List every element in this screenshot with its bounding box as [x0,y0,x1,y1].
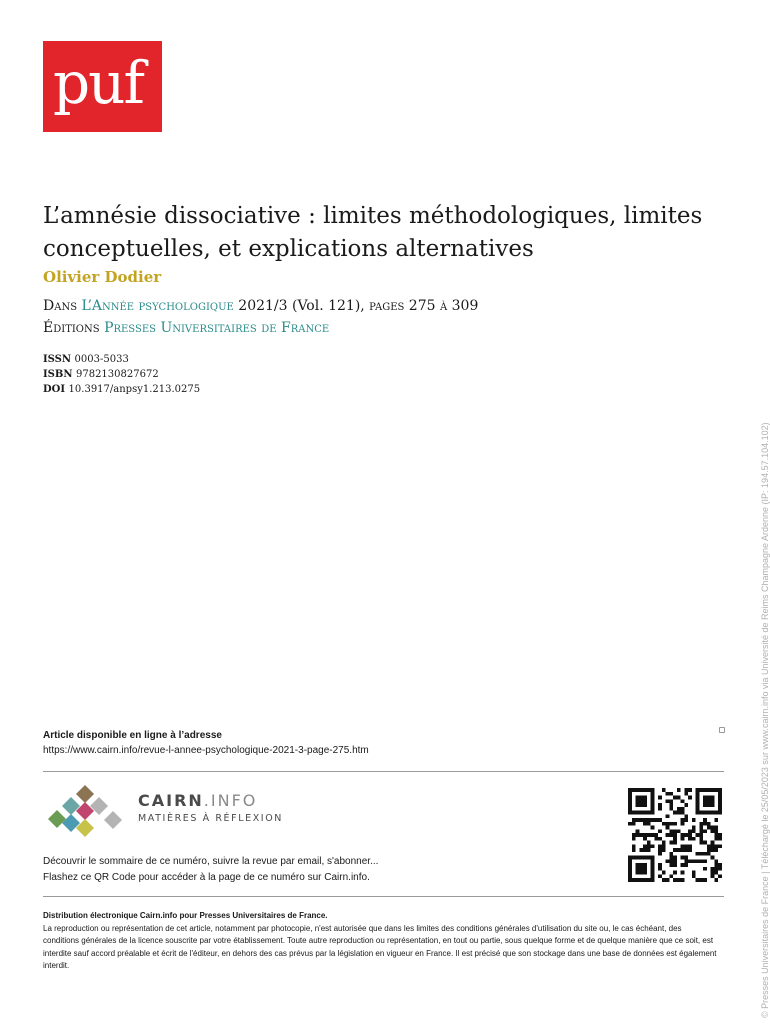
small-marker-icon [719,727,725,733]
isbn-row: ISBN 9782130827672 [43,369,159,380]
journal-line [43,298,478,314]
issue-label: 2021/3 (Vol. 121) [238,298,361,314]
identifiers [43,352,200,397]
puf-logo-text: puf [53,49,143,117]
discover-text [43,854,378,886]
publisher-link[interactable]: Presses Universitaires de France [104,320,330,336]
dans-label: Dans [43,298,78,314]
cairn-tagline: MATIÈRES À RÉFLEXION [138,813,283,824]
qr-code-icon[interactable] [626,788,724,882]
editions-line [43,320,329,336]
cairn-logo-icon [43,783,128,838]
legal-heading: Distribution électronique Cairn.info pour Presses Universitaires de France. [43,911,328,920]
doi-row: DOI 10.3917/anpsy1.213.0275 [43,384,201,395]
issn-row: ISSN 0003-5033 [43,354,129,365]
availability-heading: Article disponible en ligne à l’adresse [43,730,222,741]
author-name[interactable]: Olivier Dodier [43,268,162,286]
discover-line-2: Flashez ce QR Code pour accéder à la page de ce numéro sur Cairn.info. [43,872,370,883]
legal-body: La reproduction ou représentation de cet article, notamment par photocopie, n'est autorisée que dans les limites des conditions générales d'utilisation du site ou, le cas échéant, des conditions générales de la licence souscrite par votre établissement. Toute autre reproduction ou représentation, en tout ou partie, sous quelque forme et de quelque manière que ce soit, est interdite sauf accord préalable et écrit de l'éditeur, en dehors des cas prévus par la législation en vigueur en France. Il est précisé que son stockage dans une base de données est également interdit. [43,923,717,970]
isbn-value: 9782130827672 [75,369,159,380]
puf-logo [43,41,162,132]
availability-block [43,728,369,758]
discover-line-1: Découvrir le sommaire de ce numéro, suivre la revue par email, s'abonner... [43,856,379,867]
pages-label: , pages 275 à 309 [360,298,479,314]
issn-value: 0003-5033 [74,354,129,365]
divider-top [43,771,724,772]
doi-value[interactable]: 10.3917/anpsy1.213.0275 [68,384,201,395]
article-title: L’amnésie dissociative : limites méthodologiques, limites conceptuelles, et explications alternatives [43,203,703,262]
divider-bottom [43,896,724,897]
download-watermark: © Presses Universitaires de France | Téléchargé le 25/05/2023 sur www.cairn.info via Université de Reims Champagne Ardenne (IP: 194.57.104.102) [760,422,770,1018]
editions-label: Éditions [43,320,100,336]
legal-notice [43,910,719,973]
journal-link[interactable]: L’Année psychologique [81,298,234,314]
article-url-link[interactable]: https://www.cairn.info/revue-l-annee-psychologique-2021-3-page-275.htm [43,745,369,756]
cairn-wordmark: CAIRN.INFO [138,791,258,810]
